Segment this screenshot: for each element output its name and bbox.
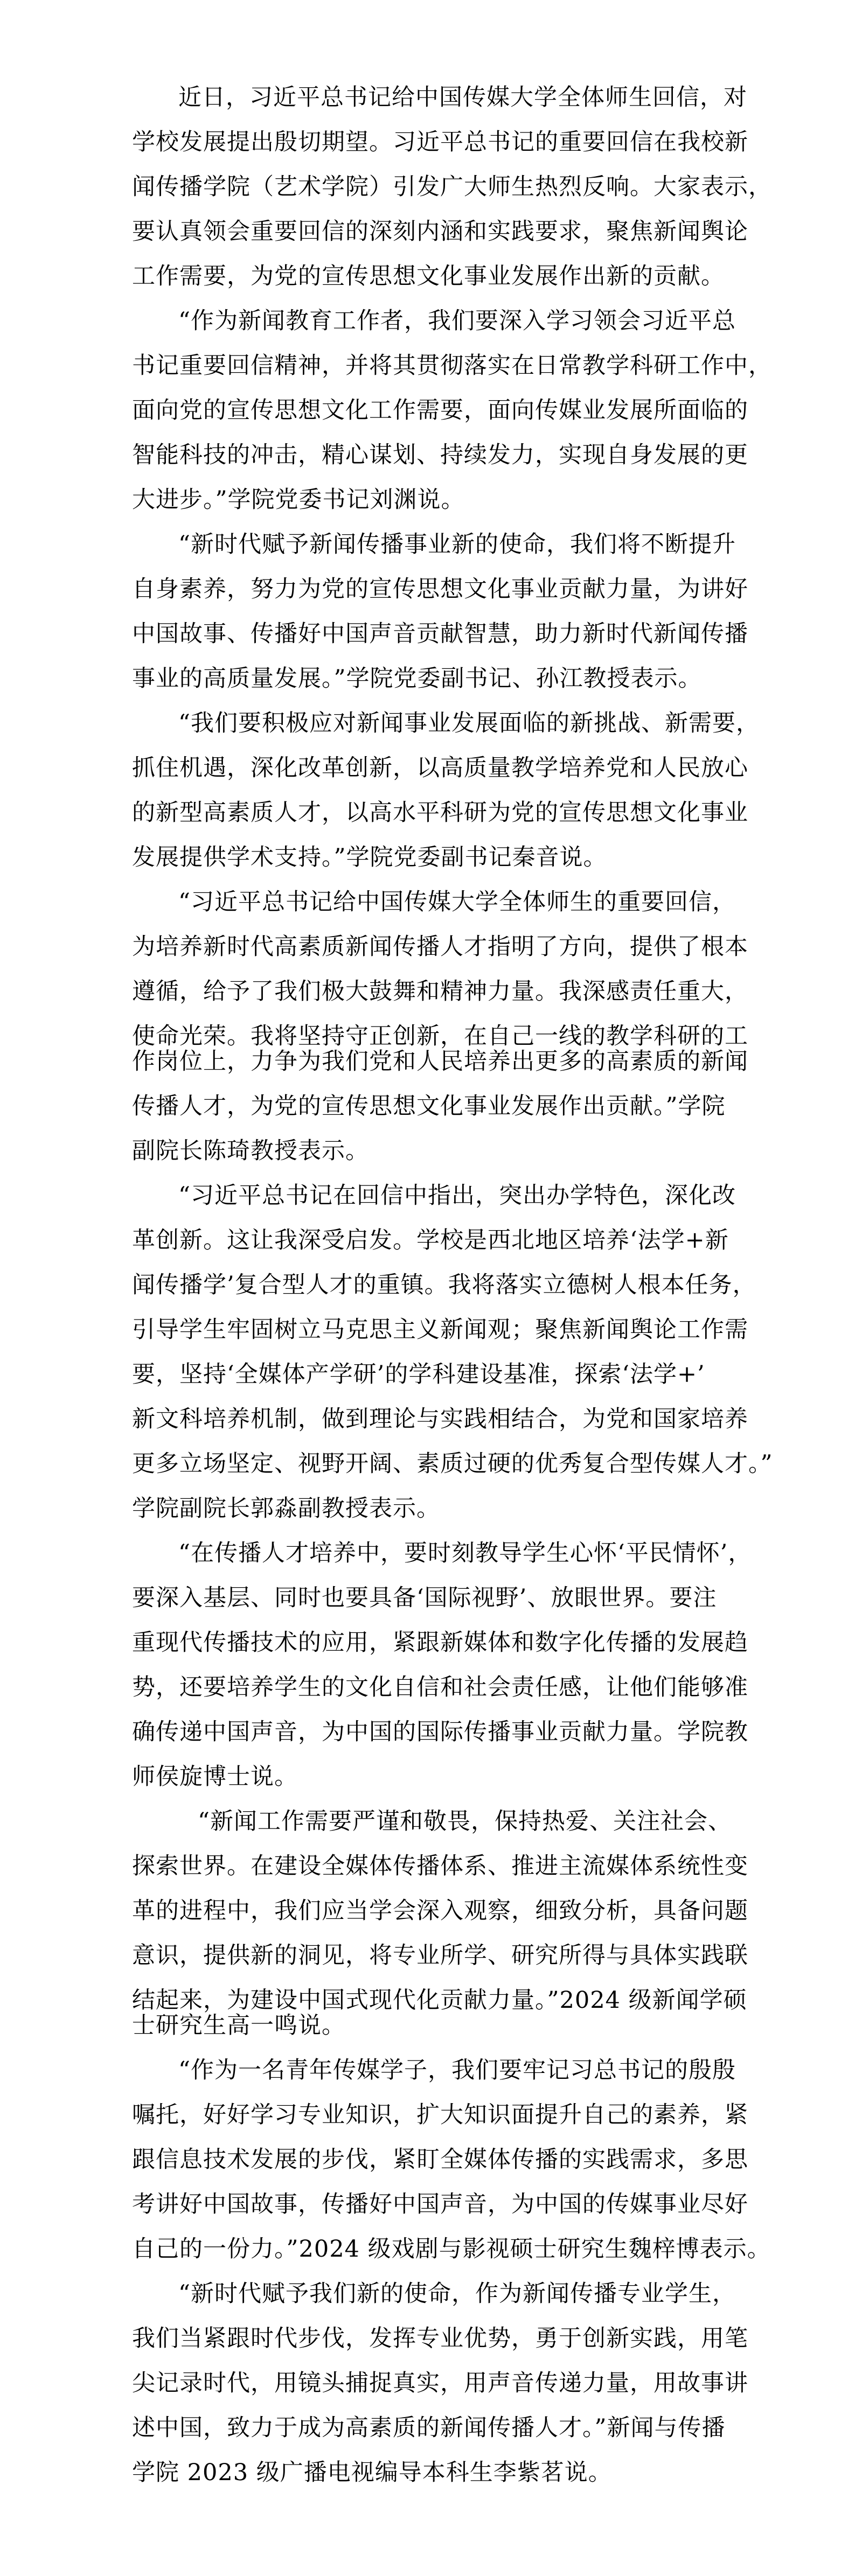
text-line: 我们当紧跟时代步伐，发挥专业优势，勇于创新实践，用笔 bbox=[132, 2325, 748, 2352]
text-line: 要，坚持‘全媒体产学研’的学科建设基准，探索‘法学+’ bbox=[132, 1361, 705, 1388]
text-line: 自身素养，努力为党的宣传思想文化事业贡献力量，为讲好 bbox=[132, 576, 748, 603]
paragraph bbox=[132, 1174, 773, 1532]
text-line: 事业的高质量发展。”学院党委副书记、孙江教授表示。 bbox=[132, 665, 702, 692]
text-line: “新时代赋予我们新的使命，作为新闻传播专业学生， bbox=[178, 2280, 736, 2307]
paragraph bbox=[132, 1532, 752, 1800]
text-line: 学校发展提出殷切期望。习近平总书记的重要回信在我校新 bbox=[132, 129, 748, 156]
text-line: 考讲好中国故事，传播好中国声音，为中国的传媒事业尽好 bbox=[132, 2191, 748, 2218]
text-line: “我们要积极应对新闻事业发展面临的新挑战、新需要， bbox=[178, 710, 760, 737]
text-line: 嘱托，好好学习专业知识，扩大知识面提升自己的素养，紧 bbox=[132, 2102, 748, 2128]
text-line: 要认真领会重要回信的深刻内涵和实践要求，聚焦新闻舆论 bbox=[132, 218, 748, 245]
paragraph bbox=[132, 523, 748, 702]
text-line: 跟信息技术发展的步伐，紧盯全媒体传播的实践需求，多思 bbox=[132, 2146, 748, 2173]
text-line: 新文科培养机制，做到理论与实践相结合，为党和国家培养 bbox=[132, 1406, 748, 1433]
article-body bbox=[132, 76, 773, 2496]
text-line: 势，还要培养学生的文化自信和社会责任感，让他们能够准 bbox=[132, 1674, 748, 1701]
text-line: 面向党的宣传思想文化工作需要，面向传媒业发展所面临的 bbox=[132, 397, 748, 424]
paragraph bbox=[132, 2049, 771, 2272]
text-line: 引导学生牢固树立马克思主义新闻观；聚焦新闻舆论工作需 bbox=[132, 1316, 748, 1343]
text-line: 述中国，致力于成为高素质的新闻传播人才。”新闻与传播 bbox=[132, 2414, 726, 2441]
text-line: 学院 2023 级广播电视编导本科生李紫茗说。 bbox=[132, 2459, 612, 2486]
text-line: 工作需要，为党的宣传思想文化事业发展作出新的贡献。 bbox=[132, 263, 725, 290]
text-line: 结起来，为建设中国式现代化贡献力量。”2024 级新闻学硕 bbox=[132, 1987, 747, 2014]
text-line: “在传播人才培养中，要时刻教导学生心怀‘平民情怀’， bbox=[178, 1540, 752, 1567]
text-line: 的新型高素质人才，以高水平科研为党的宣传思想文化事业 bbox=[132, 799, 748, 826]
text-line: 智能科技的冲击，精心谋划、持续发力，实现自身发展的更 bbox=[132, 442, 748, 469]
text-line: 确传递中国声音，为中国的国际传播事业贡献力量。学院教 bbox=[132, 1719, 748, 1746]
text-line: 中国故事、传播好中国声音贡献智慧，助力新时代新闻传播 bbox=[132, 620, 748, 647]
text-line: 重现代传播技术的应用，紧跟新媒体和数字化传播的发展趋 bbox=[132, 1629, 748, 1656]
paragraph bbox=[132, 702, 760, 881]
text-line: 探索世界。在建设全媒体传播体系、推进主流媒体系统性变 bbox=[132, 1853, 748, 1880]
text-line: 意识，提供新的洞见，将专业所学、研究所得与具体实践联 bbox=[132, 1942, 748, 1969]
text-line: 近日，习近平总书记给中国传媒大学全体师生回信，对 bbox=[178, 84, 747, 111]
text-line: 革的进程中，我们应当学会深入观察，细致分析，具备问题 bbox=[132, 1897, 748, 1924]
text-line: 革创新。这让我深受启发。学校是西北地区培养‘法学+新 bbox=[132, 1227, 729, 1254]
paragraph bbox=[132, 1800, 748, 2049]
text-line: “作为新闻教育工作者，我们要深入学习领会习近平总 bbox=[178, 308, 736, 334]
text-line: 自己的一份力。”2024 级戏剧与影视硕士研究生魏梓博表示。 bbox=[132, 2236, 771, 2263]
text-line: 闻传播学’复合型人才的重镇。我将落实立德树人根本任务， bbox=[132, 1272, 756, 1299]
text-line: 闻传播学院（艺术学院）引发广大师生热烈反响。大家表示， bbox=[132, 173, 772, 200]
text-line: “新时代赋予新闻传播事业新的使命，我们将不断提升 bbox=[178, 531, 736, 558]
paragraph bbox=[132, 76, 772, 299]
text-line: 抓住机遇，深化改革创新，以高质量教学培养党和人民放心 bbox=[132, 755, 748, 781]
text-line: “习近平总书记给中国传媒大学全体师生的重要回信， bbox=[178, 889, 736, 916]
text-line: 作岗位上，力争为我们党和人民培养出更多的高素质的新闻 bbox=[132, 1048, 748, 1075]
text-line: 使命光荣。我将坚持守正创新，在自己一线的教学科研的工 bbox=[132, 1023, 748, 1050]
text-line: 士研究生高一鸣说。 bbox=[132, 2012, 345, 2039]
text-line: 副院长陈琦教授表示。 bbox=[132, 1137, 369, 1164]
text-line: 发展提供学术支持。”学院党委副书记秦音说。 bbox=[132, 844, 607, 871]
text-line: 传播人才，为党的宣传思想文化事业发展作出贡献。”学院 bbox=[132, 1093, 726, 1120]
paragraph bbox=[132, 2272, 748, 2496]
paragraph bbox=[132, 881, 748, 1174]
text-line: “作为一名青年传媒学子，我们要牢记习总书记的殷殷 bbox=[178, 2057, 736, 2084]
text-line: 大进步。”学院党委书记刘渊说。 bbox=[132, 486, 465, 513]
text-line: 遵循，给予了我们极大鼓舞和精神力量。我深感责任重大， bbox=[132, 978, 748, 1005]
paragraph bbox=[132, 299, 772, 523]
text-line: “习近平总书记在回信中指出，突出办学特色，深化改 bbox=[178, 1182, 736, 1209]
text-line: 更多立场坚定、视野开阔、素质过硬的优秀复合型传媒人才。” bbox=[132, 1450, 773, 1477]
text-line: “新闻工作需要严谨和敬畏，保持热爱、关注社会、 bbox=[198, 1808, 732, 1835]
text-line: 尖记录时代，用镜头捕捉真实，用声音传递力量，用故事讲 bbox=[132, 2370, 748, 2397]
text-line: 要深入基层、同时也要具备‘国际视野’、放眼世界。要注 bbox=[132, 1584, 717, 1611]
text-line: 为培养新时代高素质新闻传播人才指明了方向，提供了根本 bbox=[132, 933, 748, 960]
text-line: 书记重要回信精神，并将其贯彻落实在日常教学科研工作中， bbox=[132, 352, 772, 379]
text-line: 师侯旋博士说。 bbox=[132, 1763, 298, 1790]
text-line: 学院副院长郭淼副教授表示。 bbox=[132, 1495, 440, 1522]
